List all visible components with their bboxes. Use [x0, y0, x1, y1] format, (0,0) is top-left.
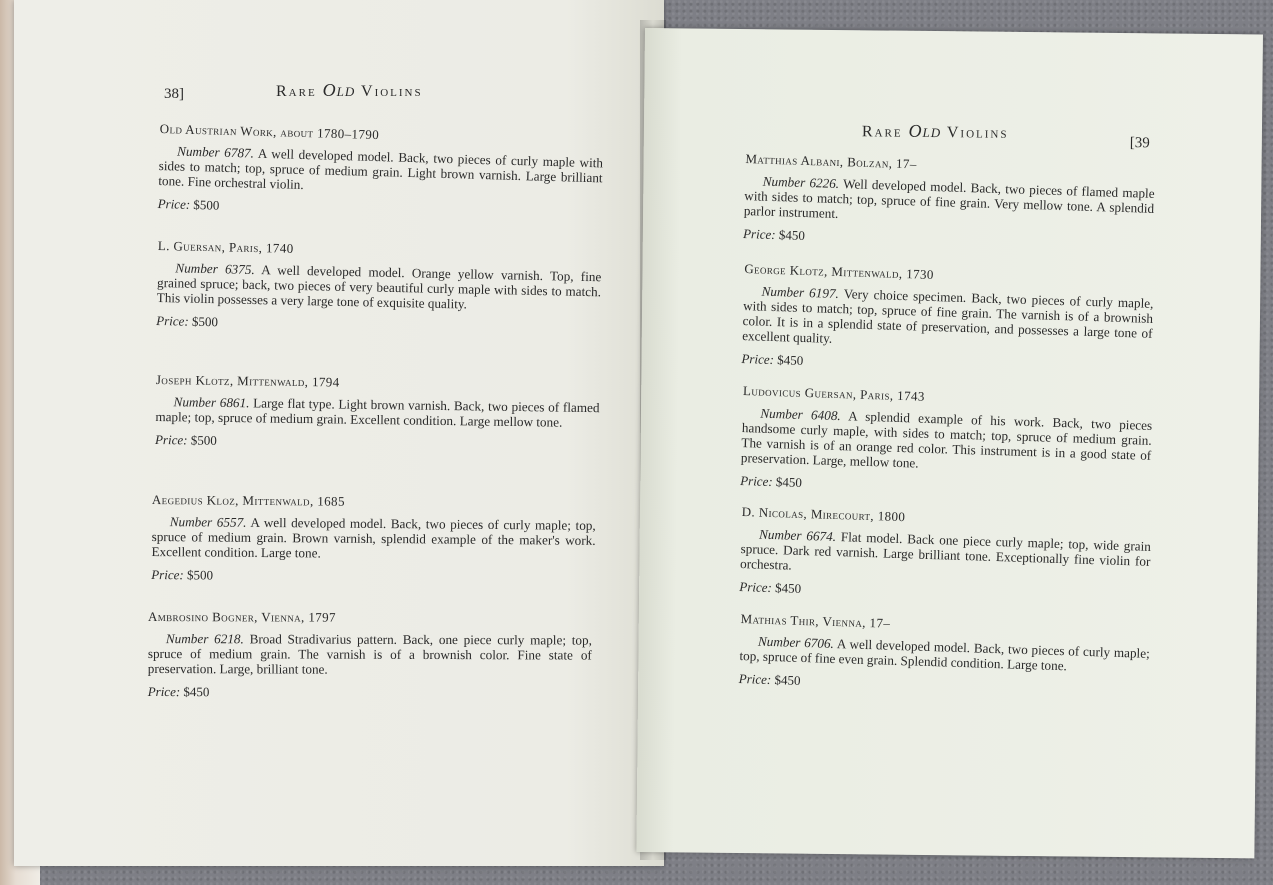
price-value: $500	[187, 432, 217, 448]
description-text: A well developed model. Back, two pieces of curly maple; top, spruce of medium grain. Brown varnish, splendid example of the maker's work. Excellent condition. Large tone.	[151, 514, 596, 561]
entry-description	[739, 633, 1150, 676]
entry-price	[157, 196, 601, 224]
violin-entry	[148, 609, 592, 702]
header-text: Violins	[355, 83, 423, 100]
entry-price	[740, 473, 1150, 502]
catalog-number: Number 6408.	[760, 405, 841, 424]
price-value: $450	[772, 474, 803, 490]
catalog-number: Number 6787.	[176, 143, 255, 161]
entry-description	[744, 173, 1155, 231]
entry-price	[739, 671, 1149, 700]
catalog-number: Number 6706.	[757, 633, 835, 651]
description-text: Flat model. Back one piece curly maple; top, wide grain spruce. Dark red varnish. Large brilliant tone. Exceptionally fine violin for orchestra.	[739, 529, 1152, 573]
description-text: A well developed model. Back, two pieces of curly maple with sides to match; top, spruce of medium grain. Light brown varnish. Large brilliant tone. Fine orchestral violin.	[158, 145, 604, 193]
entry-heading: Ambrosino Bogner, Vienna, 1797	[147, 609, 336, 625]
violin-entry	[743, 151, 1156, 255]
price-value: $500	[188, 313, 219, 330]
price-value: $450	[775, 227, 806, 243]
catalog-number: Number 6197.	[761, 283, 840, 302]
entry-price	[739, 579, 1149, 608]
price-label: Price:	[739, 579, 773, 596]
catalog-number: Number 6226.	[762, 173, 840, 192]
page-number-right: [39	[1129, 135, 1150, 152]
catalog-number: Number 6557.	[169, 514, 247, 530]
entry-heading: Matthias Albani, Bolzan, 17–	[745, 151, 917, 172]
entry-price	[155, 432, 599, 454]
violin-entry	[151, 492, 596, 587]
running-header-left	[276, 80, 423, 101]
catalog-number: Number 6375.	[175, 260, 255, 278]
header-text: Violins	[941, 124, 1009, 142]
price-value: $450	[180, 684, 210, 700]
entry-price	[151, 567, 595, 587]
price-label: Price:	[157, 195, 191, 212]
price-value: $450	[771, 580, 802, 596]
price-label: Price:	[739, 473, 773, 490]
entry-description	[742, 283, 1154, 356]
violin-entry	[155, 372, 600, 454]
entry-heading: Old Austrian Work, about 1780–1790	[159, 121, 380, 143]
entry-price	[148, 684, 592, 702]
entry-description	[157, 260, 602, 314]
violin-entry	[740, 383, 1153, 502]
price-label: Price:	[151, 566, 184, 583]
description-text: Very choice specimen. Back, two pieces of curly maple, with sides to match; top, spruce of fine grain. The varnish is of a brownish color. It is in a splendid state of preservation, and possesses a large tone of excellent quality.	[741, 286, 1154, 346]
price-value: $500	[189, 196, 220, 213]
violin-entry	[739, 504, 1152, 608]
left-page	[14, 0, 664, 866]
entry-heading: George Klotz, Mittenwald, 1730	[744, 261, 935, 283]
price-value: $450	[771, 672, 801, 688]
catalog-number: Number 6861.	[173, 394, 250, 411]
price-label: Price:	[741, 351, 775, 368]
entry-heading: D. Nicolas, Mirecourt, 1800	[741, 504, 906, 525]
description-text: A well developed model. Orange yellow varnish. Top, fine grained spruce; back, two pieces of very beautiful curly maple with sides to match. This violin possesses a very large tone of exquisite quality.	[156, 262, 602, 312]
entry-heading: Aegedius Kloz, Mittenwald, 1685	[151, 492, 345, 509]
entry-heading: Mathias Thir, Vienna, 17–	[740, 611, 891, 631]
price-label: Price:	[156, 312, 189, 329]
entry-price	[156, 313, 600, 338]
header-italic: Old	[322, 80, 356, 100]
violin-entry	[739, 611, 1151, 700]
entry-description	[155, 394, 599, 430]
price-label: Price:	[147, 683, 181, 700]
violin-entry	[741, 261, 1154, 380]
entry-description	[148, 631, 592, 678]
entry-heading: Ludovicus Guersan, Paris, 1743	[742, 383, 926, 404]
violin-entry	[156, 238, 602, 338]
price-value: $500	[183, 567, 214, 583]
price-value: $450	[773, 352, 804, 368]
page-number-left: 38]	[164, 86, 184, 102]
description-text: Well developed model. Back, two pieces of flamed maple with sides to match; top, spruce of fine grain. Very mellow tone. A splendid parlor instrument.	[743, 176, 1155, 221]
price-label: Price:	[154, 431, 188, 448]
entry-description	[740, 526, 1151, 584]
entry-price	[741, 351, 1151, 380]
description-text: A well developed model. Back, two pieces of curly maple; top, spruce of fine even grain. Splendid condition. Large tone.	[739, 635, 1150, 674]
price-label: Price:	[738, 671, 772, 688]
catalog-number: Number 6674.	[758, 526, 837, 545]
violin-entry	[157, 121, 603, 224]
right-page	[636, 28, 1263, 858]
header-text: Rare	[276, 83, 323, 100]
description-text: A splendid example of his work. Back, two pieces handsome curly maple, with sides to match; top, spruce of medium grain. The varnish is of an orange red color. This instrument is in a good state of preservation. Large, mellow tone.	[740, 408, 1153, 471]
header-text: Rare	[861, 123, 909, 141]
entry-heading: Joseph Klotz, Mittenwald, 1794	[155, 372, 340, 390]
catalog-number: Number 6218.	[165, 631, 244, 647]
running-header-right	[862, 120, 1009, 143]
entry-description	[151, 514, 595, 563]
description-text: Broad Stradivarius pattern. Back, one piece curly maple; top, spruce of medium grain. The varnish is of a brownish color. Fine state of preservation. Large, brilliant tone.	[147, 631, 592, 677]
price-label: Price:	[742, 226, 776, 243]
entry-description	[741, 405, 1153, 478]
header-italic: Old	[908, 120, 942, 142]
entry-price	[743, 226, 1153, 255]
entry-heading: L. Guersan, Paris, 1740	[157, 238, 294, 256]
entry-description	[158, 143, 603, 200]
description-text: Large flat type. Light brown varnish. Back, two pieces of flamed maple; top, spruce of medium grain. Excellent condition. Large mellow tone.	[155, 395, 600, 430]
